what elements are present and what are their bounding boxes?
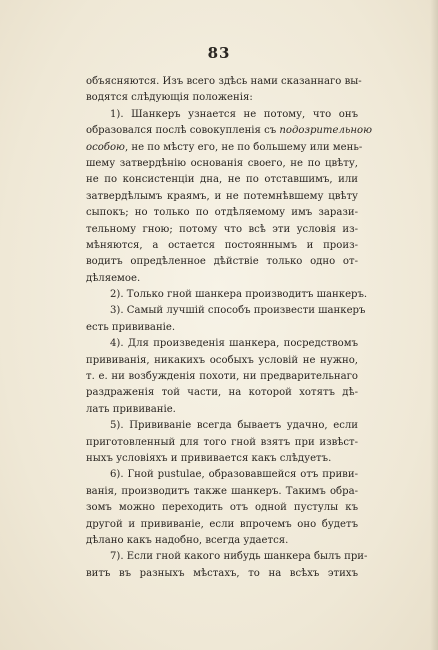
- text-line: 2). Только гной шанкера производитъ шанкеръ.: [110, 289, 368, 301]
- text-line: образовался послѣ совокупленія съ подозрительною: [86, 125, 372, 137]
- text-line: дѣлано какъ надобно, всегда удается.: [86, 534, 289, 546]
- text-line: 4). Для произведенія шанкера, посредствомъ: [110, 338, 358, 350]
- text-line: водитъ опредѣленное дѣйствіе только одно от-: [86, 256, 358, 268]
- text-line: мѣняются, а остается постояннымъ и произ-: [86, 239, 358, 251]
- text-line: объясняются. Изъ всего здѣсь нами сказаннаго вы-: [86, 76, 362, 87]
- text-line: не по консистенціи дна, не по отставшимъ, или: [86, 174, 358, 186]
- text-line: шему затвердѣнію основанія своего, не по цвѣту,: [86, 157, 358, 169]
- body-text: [86, 74, 372, 582]
- text-line: раздраженія той части, на которой хотятъ дѣ-: [86, 387, 358, 399]
- text-line: ныхъ условіяхъ и прививается какъ слѣдуетъ.: [86, 452, 332, 464]
- text-line: дѣляемое.: [86, 272, 141, 284]
- page-number: 83: [207, 44, 231, 62]
- text-line: 7). Если гной какого нибудь шанкера былъ при-: [110, 551, 368, 563]
- text-line: прививанія, никакихъ особыхъ условій не нужно,: [86, 354, 358, 366]
- text-line: приготовленный для того гной взятъ при извѣст-: [86, 436, 358, 448]
- text-line: есть прививаніе.: [86, 321, 176, 333]
- text-line: зомъ можно переходить отъ одной пустулы къ: [86, 502, 358, 514]
- text-line: 3). Самый лучшій способъ произвести шанкеръ: [110, 305, 366, 317]
- text-line: особою, не по мѣсту его, не по большему или мень-: [86, 141, 363, 153]
- text-line: затвердѣлымъ краямъ, и не потемнѣвшему цвѣту: [86, 190, 358, 202]
- text-line: 5). Прививаніе всегда бываетъ удачно, если: [110, 420, 358, 432]
- text-line: сыпокъ; но только по отдѣляемому имъ зарази-: [86, 207, 358, 219]
- text-line: витъ въ разныхъ мѣстахъ, то на всѣхъ этихъ: [86, 567, 358, 579]
- page-edge-shadow: [430, 0, 438, 650]
- text-line: 6). Гной pustulae, образовавшейся отъ приви-: [110, 469, 358, 481]
- text-line: водятся слѣдующія положенія:: [86, 92, 253, 104]
- text-line: ванія, производитъ также шанкеръ. Такимъ обра-: [86, 485, 358, 497]
- text-line: лать прививаніе.: [86, 403, 176, 415]
- text-line: т. е. ни возбужденія похоти, ни предварительнаго: [86, 371, 358, 383]
- text-line: другой и прививаніе, если впрочемъ оно будетъ: [86, 518, 358, 530]
- text-line: тельному гною; потому что всѣ эти условія из-: [86, 223, 358, 235]
- text-line: 1). Шанкеръ узнается не потому, что онъ: [110, 108, 358, 120]
